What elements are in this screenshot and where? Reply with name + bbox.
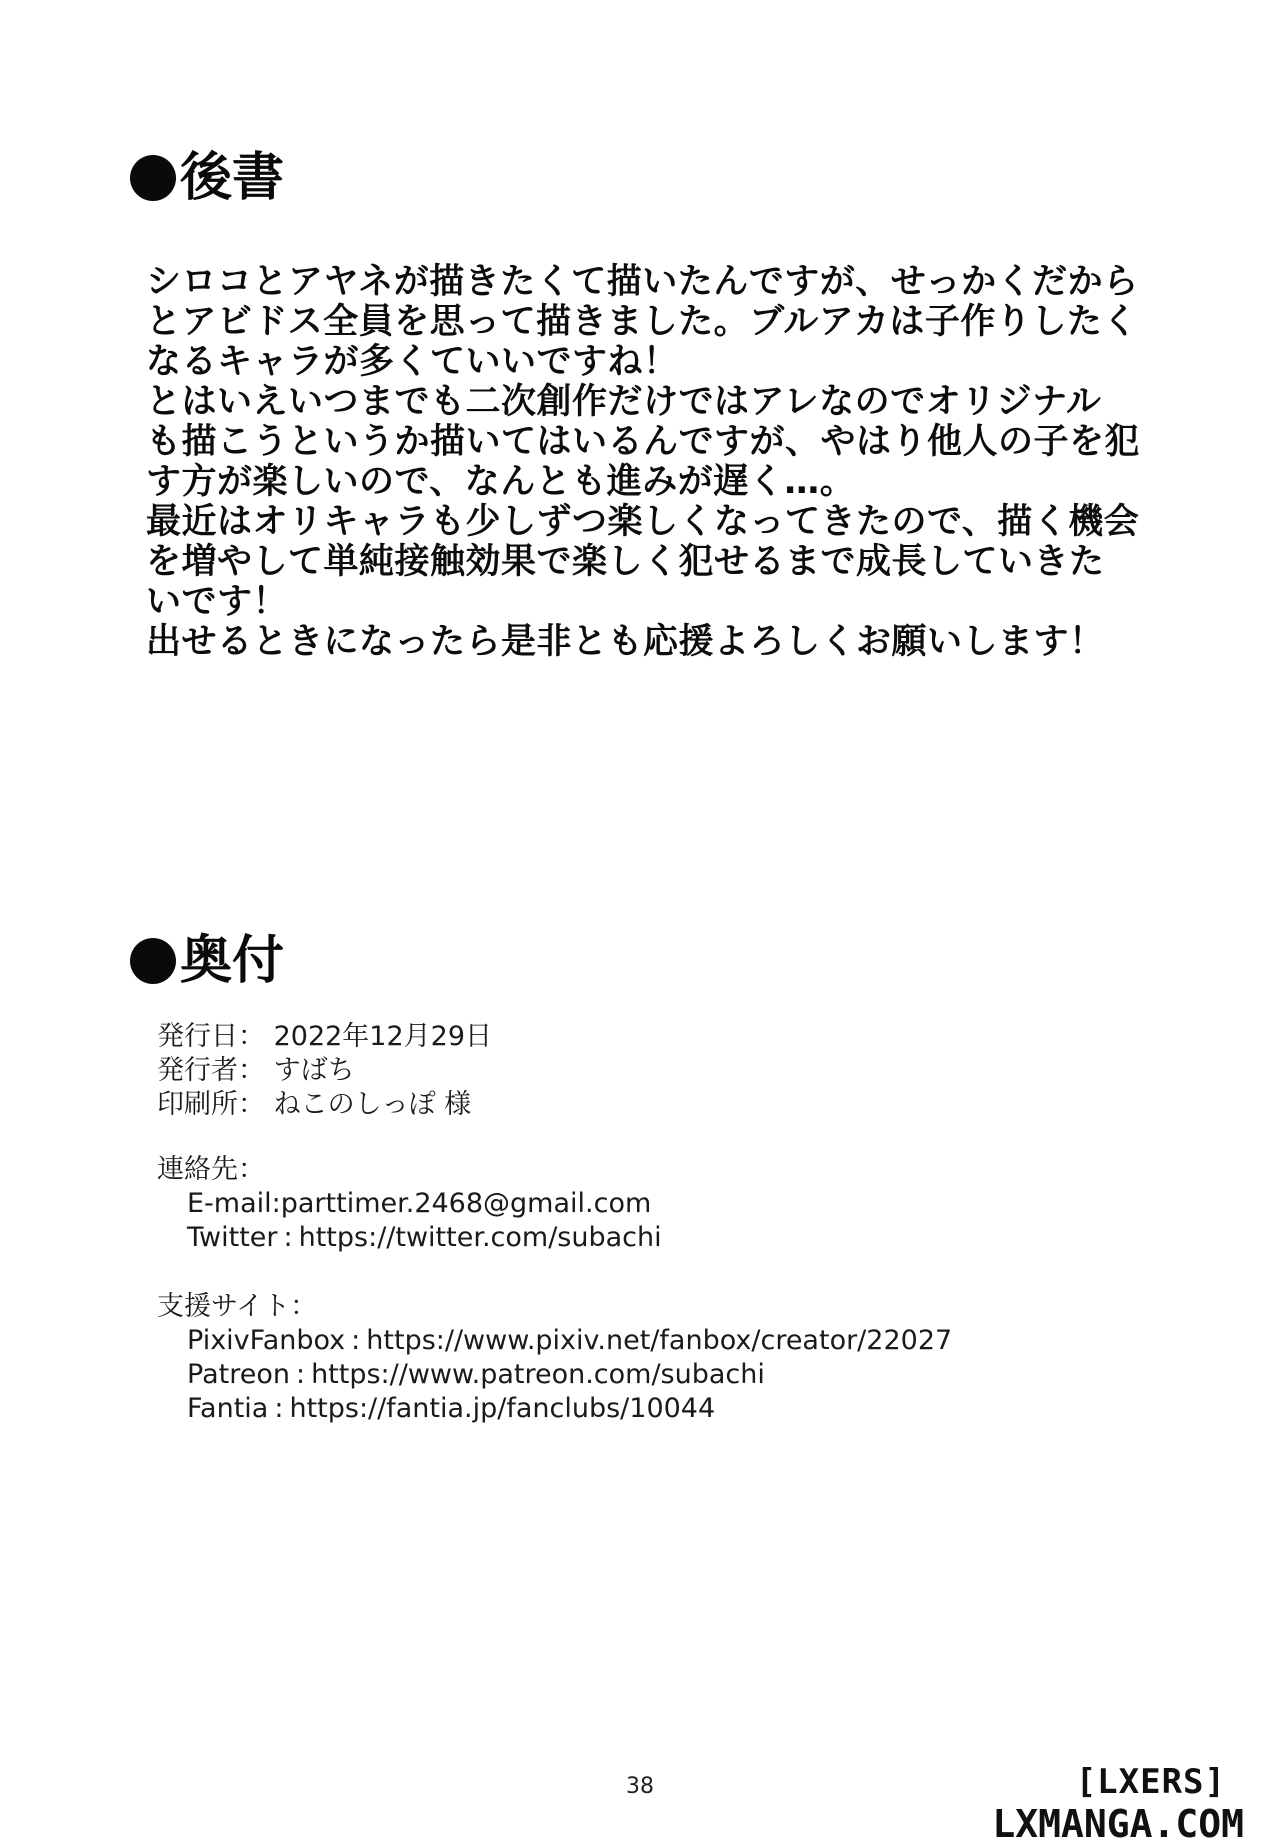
afterword-line: シロコとアヤネが描きたくて描いたんですが、せっかくだから — [146, 262, 1139, 302]
afterword-line: 最近はオリキャラも少しずつ楽しくなってきたので、描く機会 — [146, 502, 1140, 542]
site-watermark — [992, 1762, 1244, 1846]
issue-date-row — [157, 1020, 492, 1054]
page-number: 38 — [626, 1774, 654, 1799]
afterword-line: いです！ — [146, 582, 289, 622]
issue-date-value: 2022年12月29日 — [273, 1021, 493, 1052]
support-site-name: Patreon — [187, 1359, 290, 1390]
support-site-row: Patreon : https://www.patreon.com/subachi — [187, 1359, 765, 1390]
afterword-line: とアビドス全員を思って描きました。ブルアカは子作りしたく — [146, 302, 1138, 342]
publisher-row — [157, 1054, 492, 1088]
twitter-label: Twitter — [187, 1222, 278, 1253]
afterword-line: す方が楽しいので、なんとも進みが遅く…。 — [146, 462, 856, 502]
email-link[interactable]: E-mail:parttimer.2468@gmail.com — [187, 1188, 652, 1219]
support-label: 支援サイト： — [157, 1291, 318, 1322]
support-site-link[interactable]: https://www.pixiv.net/fanbox/creator/22027 — [366, 1325, 953, 1356]
afterword-line: とはいえいつまでも二次創作だけではアレなのでオリジナル — [146, 382, 1102, 422]
bullet-circle-icon — [130, 938, 176, 984]
contact-block — [157, 1153, 662, 1255]
twitter-link[interactable]: https://twitter.com/subachi — [298, 1222, 662, 1253]
support-site-name: Fantia — [187, 1393, 269, 1424]
printer-row — [157, 1088, 492, 1122]
watermark-top: [LXERS] — [1075, 1762, 1226, 1802]
afterword-line: なるキャラが多くていいですね！ — [146, 342, 679, 382]
publisher-value: すばち — [273, 1055, 355, 1086]
support-site-link[interactable]: https://www.patreon.com/subachi — [311, 1359, 765, 1390]
publisher-label: 発行者： — [157, 1055, 265, 1086]
support-block — [157, 1290, 952, 1426]
colophon-heading-text: 奥付 — [180, 931, 285, 991]
support-site-link[interactable]: https://fantia.jp/fanclubs/10044 — [289, 1393, 716, 1424]
printer-label: 印刷所： — [157, 1089, 265, 1120]
watermark-bottom: LXMANGA.COM — [992, 1802, 1244, 1846]
bullet-circle-icon — [130, 155, 176, 201]
support-site-row: Fantia : https://fantia.jp/fanclubs/10044 — [187, 1393, 716, 1424]
support-site-row: PixivFanbox : https://www.pixiv.net/fanbox/creator/22027 — [187, 1325, 953, 1356]
colophon-heading — [130, 931, 285, 991]
colophon-info — [157, 1020, 492, 1122]
printer-value: ねこのしっぽ 様 — [273, 1089, 472, 1120]
afterword-heading — [130, 148, 285, 208]
afterword-line: も描こうというか描いてはいるんですが、やはり他人の子を犯 — [146, 422, 1141, 462]
issue-date-label: 発行日： — [157, 1021, 265, 1052]
afterword-heading-text: 後書 — [180, 148, 285, 208]
afterword-line: 出せるときになったら是非とも応援よろしくお願いします！ — [146, 622, 1105, 662]
afterword-line: を増やして単純接触効果で楽しく犯せるまで成長していきた — [146, 542, 1105, 582]
contact-label: 連絡先： — [157, 1154, 265, 1185]
twitter-row: Twitter : https://twitter.com/subachi — [187, 1222, 662, 1253]
support-site-name: PixivFanbox — [187, 1325, 346, 1356]
afterword-body — [146, 262, 1146, 662]
